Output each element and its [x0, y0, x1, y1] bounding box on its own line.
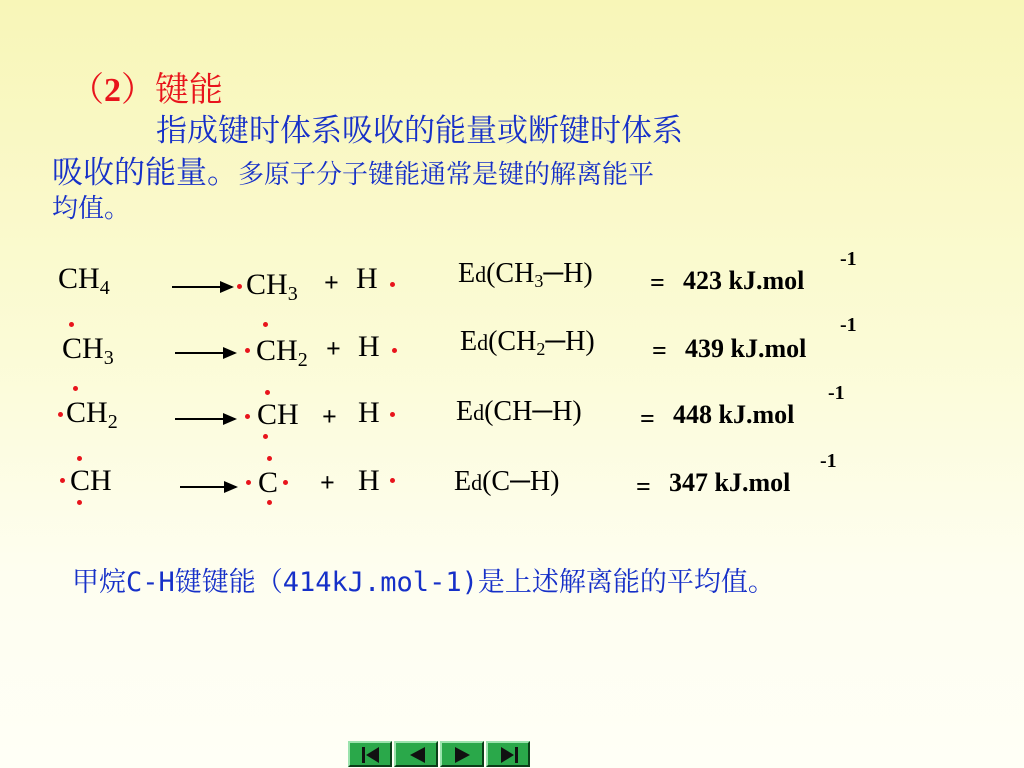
- plus-sign: +: [324, 268, 339, 297]
- bond-energy-label-3: Ed(CH─H): [456, 396, 582, 427]
- radical-dot: [245, 348, 250, 353]
- radical-dot: [390, 478, 395, 483]
- radical-dot: [69, 322, 74, 327]
- radical-dot: [246, 480, 251, 485]
- radical-dot: [73, 386, 78, 391]
- product-4: C: [258, 466, 279, 499]
- reactant-2: $CH_3$: [62, 332, 114, 369]
- radical-dot: [390, 412, 395, 417]
- radical-dot: [265, 390, 270, 395]
- first-slide-icon: [361, 746, 381, 764]
- definition-line-2a: 吸收的能量。: [52, 155, 238, 191]
- radical-dot: [283, 480, 288, 485]
- product-1: $CH_3$: [246, 268, 298, 305]
- equals-sign: =: [650, 268, 665, 297]
- product-3: CH: [257, 398, 299, 431]
- exponent: -1: [840, 314, 857, 336]
- bond-energy-label-1: $Ed(CH_3─H)$: [458, 258, 593, 291]
- radical-dot: [263, 322, 268, 327]
- plus-sign: +: [322, 402, 337, 431]
- equals-sign: =: [652, 336, 667, 365]
- reaction-arrow-icon: [175, 352, 235, 354]
- hydrogen-radical: H: [356, 262, 378, 295]
- reactant-1: $CH_4$: [58, 262, 110, 299]
- next-slide-icon: [453, 746, 473, 764]
- reaction-arrow-icon: [172, 286, 232, 288]
- bond-energy-value-2: 439 kJ.mol: [685, 334, 807, 363]
- next-slide-button[interactable]: [440, 741, 484, 767]
- bond-energy-value-4: 347 kJ.mol: [669, 468, 791, 497]
- previous-slide-icon: [407, 746, 427, 764]
- exponent: -1: [820, 450, 837, 472]
- definition-text: [52, 110, 852, 224]
- hydrogen-radical: H: [358, 464, 380, 497]
- hydrogen-radical: H: [358, 396, 380, 429]
- section-title: （2）键能: [70, 70, 223, 110]
- reaction-arrow-icon: [175, 418, 235, 420]
- plus-sign: +: [326, 334, 341, 363]
- last-slide-button[interactable]: [486, 741, 530, 767]
- previous-slide-button[interactable]: [394, 741, 438, 767]
- definition-line-3: 均值。: [52, 194, 131, 224]
- first-slide-button[interactable]: [348, 741, 392, 767]
- reactant-3: $CH_2$: [66, 396, 118, 433]
- radical-dot: [237, 284, 242, 289]
- definition-line-1: 指成键时体系吸收的能量或断键时体系: [156, 113, 683, 149]
- reaction-arrow-icon: [180, 486, 236, 488]
- bond-energy-value-3: 448 kJ.mol: [673, 400, 795, 429]
- exponent: -1: [828, 382, 845, 404]
- plus-sign: +: [320, 468, 335, 497]
- radical-dot: [58, 412, 63, 417]
- radical-dot: [267, 456, 272, 461]
- slide-navigation: [348, 741, 532, 767]
- radical-dot: [392, 348, 397, 353]
- definition-line-2b: 多原子分子键能通常是键的解离能平: [238, 160, 655, 190]
- equals-sign: =: [636, 472, 651, 501]
- reactant-4: CH: [70, 464, 112, 497]
- average-bond-energy-note: 甲烷C-H键键能（414kJ.mol-1)是上述解离能的平均值。: [72, 567, 775, 598]
- bond-energy-label-4: Ed(C─H): [454, 466, 560, 497]
- hydrogen-radical: H: [358, 330, 380, 363]
- bond-energy-value-1: 423 kJ.mol: [683, 266, 805, 295]
- last-slide-icon: [499, 746, 519, 764]
- radical-dot: [245, 414, 250, 419]
- bond-energy-label-2: $Ed(CH_2─H)$: [460, 326, 595, 359]
- radical-dot: [60, 478, 65, 483]
- radical-dot: [77, 456, 82, 461]
- product-2: $CH_2$: [256, 334, 308, 371]
- equals-sign: =: [640, 404, 655, 433]
- radical-dot: [390, 282, 395, 287]
- exponent: -1: [840, 248, 857, 270]
